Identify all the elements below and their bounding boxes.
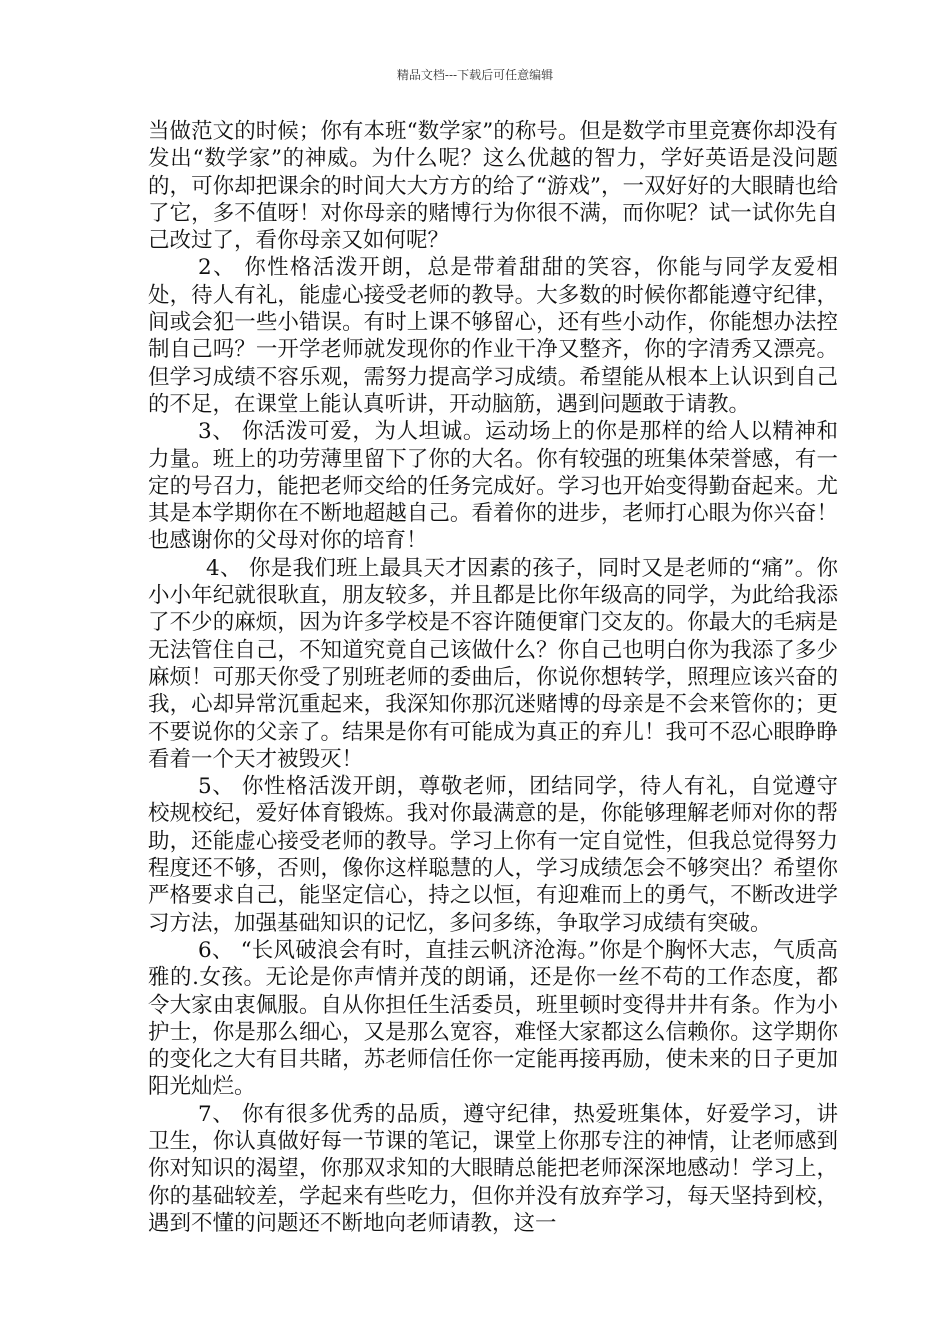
paragraph-1: 当做范文的时候；你有本班“数学家”的称号。但是数学市里竞赛你却没有发出“数学家”的神威。为什么呢？这么优越的智力，学好英语是没问题的，可你却把课余的时间大大方方的给了“游戏”，一双好好的大眼睛也给了它，多不值呀！对你母亲的赌博行为你很不满，而你呢？试一试你先自己改过了，看你母亲又如何呢？ (148, 119, 838, 254)
paragraph-2: 2、 你性格活泼开朗，总是带着甜甜的笑容，你能与同学友爱相处，待人有礼，能虚心接受老师的教导。大多数的时候你都能遵守纪律，间或会犯一些小错误。有时上课不够留心，还有些小动作，你能想办法控制自己吗？一开学老师就发现你的作业干净又整齐，你的字清秀又漂亮。但学习成绩不容乐观，需努力提高学习成绩。希望能从根本上认识到自己的不足，在课堂上能认真听讲，开动脑筋，遇到问题敢于请教。 (148, 255, 838, 417)
paragraph-7: 7、 你有很多优秀的品质，遵守纪律，热爱班集体，好爱学习，讲卫生，你认真做好每一节课的笔记，课堂上你那专注的神情，让老师感到你对知识的渴望，你那双求知的大眼睛总能把老师深深地感动！学习上，你的基础较差，学起来有些吃力，但你并没有放弃学习，每天坚持到校，遇到不懂的问题还不断地向老师请教，这一 (148, 1101, 838, 1236)
paragraph-3: 3、 你活泼可爱，为人坦诚。运动场上的你是那样的给人以精神和力量。班上的功劳薄里留下了你的大名。你有较强的班集体荣誉感，有一定的号召力，能把老师交给的任务完成好。学习也开始变得勤奋起来。尤其是本学期你在不断地超越自己。看着你的进步，老师打心眼为你兴奋！也感谢你的父母对你的培育！ (148, 419, 838, 554)
paragraph-6: 6、 “长风破浪会有时，直挂云帆济沧海。”你是个胸怀大志，气质高雅的.女孩。无论是你声情并茂的朗诵，还是你一丝不苟的工作态度，都令大家由衷佩服。自从你担任生活委员，班里顿时变得井井有条。作为小护士，你是那么细心，又是那么宽容，难怪大家都这么信赖你。这学期你的变化之大有目共睹，苏老师信任你一定能再接再励，使未来的日子更加阳光灿烂。 (148, 937, 838, 1100)
paragraph-5: 5、 你性格活泼开朗，尊敬老师，团结同学，待人有礼，自觉遵守校规校纪，爱好体育锻炼。我对你最满意的是，你能够理解老师对你的帮助，还能虚心接受老师的教导。学习上你有一定自觉性，但我总觉得努力程度还不够，否则，像你这样聪慧的人，学习成绩怎会不够突出？希望你严格要求自己，能坚定信心，持之以恒，有迎难而上的勇气，不断改进学习方法，加强基础知识的记忆，多问多练，争取学习成绩有突破。 (148, 774, 838, 936)
document-body (148, 118, 838, 1237)
page-header: 精品文档---下载后可任意编辑 (396, 68, 554, 82)
paragraph-4: 4、 你是我们班上最具天才因素的孩子，同时又是老师的“痛”。你小小年纪就很耿直，朋友较多，并且都是比你年级高的同学，为此给我添了不少的麻烦，因为许多学校是不容许随便窜门交友的。你最大的毛病是无法管住自己，不知道究竟自己该做什么？你自己也明白你为我添了多少麻烦！可那天你受了别班老师的委曲后，你说你想转学，照理应该兴奋的我，心却异常沉重起来，我深知你那沉迷赌博的母亲是不会来管你的；更不要说你的父亲了。结果是你有可能成为真正的弃儿！我可不忍心眼睁睁看着一个天才被毁灭！ (148, 555, 838, 772)
